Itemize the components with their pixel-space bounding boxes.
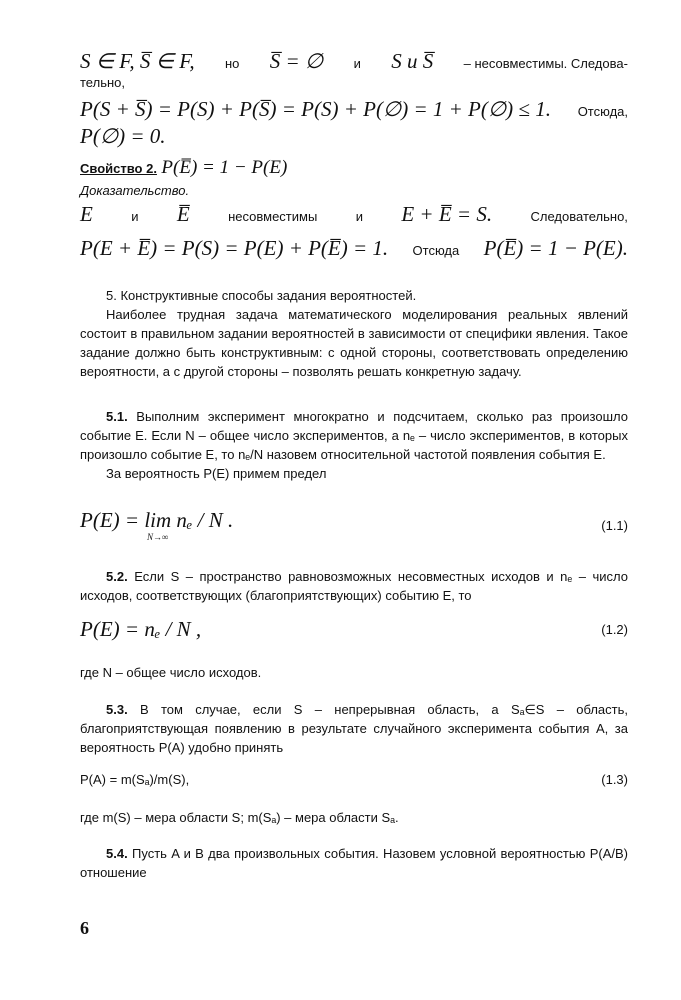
- subsection-5-3: [80, 700, 628, 757]
- equation-1-2: [80, 617, 628, 642]
- text-continuation: тельно,: [80, 75, 125, 90]
- subsection-number: 5.4.: [106, 846, 128, 861]
- eq-left: P(E) =: [80, 508, 145, 532]
- word-and-1: и: [131, 209, 139, 224]
- equation-where: где N – общее число исходов.: [80, 665, 262, 680]
- word-and: и: [353, 56, 361, 71]
- symbol-e-bar: E̅: [176, 202, 190, 226]
- equation-formula: P(E) = nₑ / N ,: [80, 617, 202, 641]
- lim-text: lim: [144, 508, 172, 532]
- symbol-e: E: [80, 202, 93, 226]
- probability-derivation: [80, 97, 628, 149]
- subsection-5-2: [80, 567, 628, 605]
- text-incompatible: – несовместимы. Следова-: [463, 56, 628, 71]
- text-incompatible-2: несовместимы: [228, 209, 318, 224]
- proof-label: Доказательство.: [80, 183, 190, 198]
- subsection-number: 5.2.: [106, 569, 128, 584]
- section-heading: 5. Конструктивные способы задания вероятностей.: [106, 288, 417, 303]
- equation-1-3: [80, 770, 628, 789]
- subsection-text: В том случае, если S – непрерывная область, а Sₐ∈S – область, благоприятствующая появлению в результате случайного эксперимента события A, за вероятность P(A) удобно принять: [80, 702, 628, 755]
- incompatibility-statement: [80, 49, 628, 92]
- section-paragraph: Наиболее трудная задача математического моделирования реальных явлений состоит в правильном задании вероятностей в зависимости от специфики явления. Такое задание должно быть конструктивным: с одной стороны, соответствовать определению вероятности, а с другой стороны – позволять решать конкретную задачу.: [80, 307, 628, 379]
- formula-property-2: P(E̅) = 1 − P(E): [161, 157, 288, 178]
- eq-right: nₑ / N .: [176, 508, 234, 532]
- formula-e-sum: E + E̅ = S.: [401, 202, 493, 226]
- formula-complement-empty: S̅ = ∅: [269, 49, 324, 73]
- subsection-text-2: За вероятность P(E) примем предел: [106, 466, 327, 481]
- formula-e-derivation: P(E + E̅) = P(S) = P(E) + P(E̅) = 1.: [80, 236, 389, 260]
- text-therefore: Следовательно,: [530, 209, 628, 224]
- complement-statement: [80, 202, 628, 226]
- text-hence-2: Отсюда: [412, 243, 460, 258]
- formula-pair: S и S̅: [391, 49, 434, 73]
- subsection-5-1: [80, 407, 628, 483]
- equation-number: (1.1): [601, 517, 628, 533]
- formula-complement-result: P(E̅) = 1 − P(E).: [483, 236, 628, 260]
- formula-empty-prob: P(∅) = 0.: [80, 124, 166, 148]
- equation-number: (1.3): [601, 772, 628, 787]
- section-5: [80, 286, 628, 381]
- page-number: 6: [80, 918, 89, 938]
- formula-sum-probability: P(S + S̅) = P(S) + P(S̅) = P(S) + P(∅) = 1 + P(∅) ≤ 1.: [80, 97, 551, 121]
- subsection-number: 5.1.: [106, 409, 128, 424]
- equation-number: (1.2): [601, 622, 628, 637]
- subsection-number: 5.3.: [106, 702, 128, 717]
- subsection-text: Если S – пространство равновозможных несовместных исходов и nₑ – число исходов, соответствующих (благоприятствующих) событию E, то: [80, 569, 628, 603]
- equation-where: где m(S) – мера области S; m(Sₐ) – мера области Sₐ.: [80, 810, 399, 825]
- equation-1-1: [80, 508, 628, 542]
- subsection-5-4: [80, 844, 628, 882]
- text-hence: Отсюда,: [577, 104, 628, 119]
- subsection-text: Пусть A и B два произвольных события. Назовем условной вероятностью P(A/B) отношение: [80, 846, 628, 880]
- lim-subscript: N→∞: [147, 532, 169, 542]
- equation-formula: P(A) = m(Sₐ)/m(S),: [80, 772, 190, 787]
- property-label: Свойство 2.: [80, 161, 157, 176]
- formula-set-membership: S ∈ F, S̅ ∈ F,: [80, 49, 195, 73]
- subsection-text: Выполним эксперимент многократно и подсчитаем, сколько раз произошло событие E. Если N – общее число экспериментов, а nₑ – число экспериментов, в которых произошло событие E, то nₑ/N назовем относительной частотой появления события E.: [80, 409, 628, 462]
- property-2: [80, 157, 628, 200]
- word-and-2: и: [355, 209, 363, 224]
- complement-derivation: [80, 236, 628, 261]
- limit-operator: [144, 508, 171, 542]
- word-but: но: [224, 56, 240, 71]
